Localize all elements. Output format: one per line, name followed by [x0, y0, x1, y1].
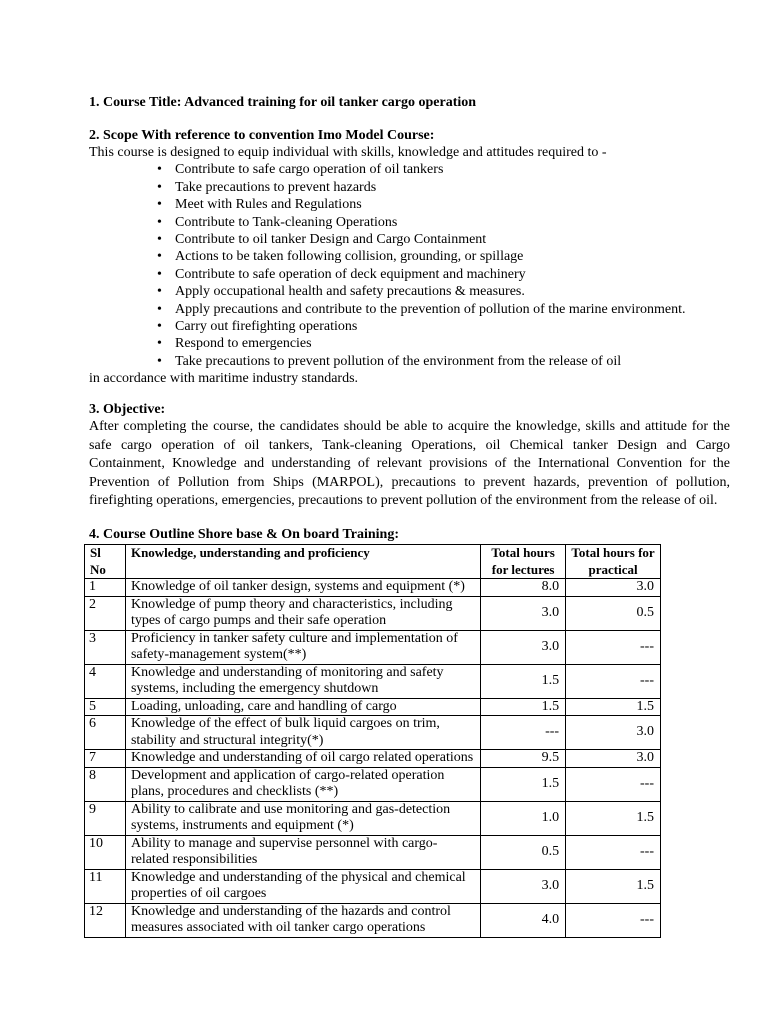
cell-practical: ---	[566, 630, 661, 664]
cell-lectures: 4.0	[481, 903, 566, 937]
cell-knowledge: Knowledge and understanding of oil cargo related operations	[125, 750, 480, 768]
list-item: • Actions to be taken following collision, grounding, or spillage	[157, 249, 524, 265]
table-row	[85, 630, 661, 664]
cell-lectures: 1.5	[481, 664, 566, 698]
cell-lectures: 9.5	[481, 750, 566, 768]
cell-knowledge: Knowledge of oil tanker design, systems and equipment (*)	[125, 579, 480, 597]
scope-section	[89, 127, 730, 388]
bullet-icon: •	[157, 179, 162, 195]
bullet-icon: •	[157, 353, 162, 369]
cell-sl: 7	[85, 750, 126, 768]
bullet-icon: •	[157, 232, 162, 248]
bullet-icon: •	[157, 319, 162, 335]
course-outline-table	[84, 544, 661, 938]
cell-sl: 9	[85, 801, 126, 835]
course-outline-heading: 4. Course Outline Shore base & On board Training:	[89, 527, 399, 542]
cell-sl: 8	[85, 767, 126, 801]
list-item: • Take precautions to prevent pollution of the environment from the release of oil	[157, 353, 622, 369]
bullet-icon: •	[157, 336, 162, 352]
bullet-icon: •	[157, 162, 162, 178]
cell-knowledge: Ability to calibrate and use monitoring and gas-detection systems, instruments and equipment (*)	[125, 801, 480, 835]
cell-practical: 3.0	[566, 716, 661, 750]
course-title-section	[89, 94, 730, 111]
cell-practical: ---	[566, 903, 661, 937]
cell-lectures: 3.0	[481, 596, 566, 630]
objective-heading: 3. Objective:	[89, 402, 166, 417]
cell-lectures: 3.0	[481, 869, 566, 903]
cell-knowledge: Loading, unloading, care and handling of cargo	[125, 698, 480, 716]
cell-sl: 3	[85, 630, 126, 664]
cell-lectures: 3.0	[481, 630, 566, 664]
header-lectures: Total hours for lectures	[481, 545, 566, 579]
table-row	[85, 869, 661, 903]
cell-lectures: 1.0	[481, 801, 566, 835]
bullet-icon: •	[157, 197, 162, 213]
cell-sl: 2	[85, 596, 126, 630]
scope-bullet-list	[89, 161, 730, 370]
cell-sl: 6	[85, 716, 126, 750]
cell-practical: 1.5	[566, 698, 661, 716]
cell-knowledge: Proficiency in tanker safety culture and implementation of safety-management system(**)	[125, 630, 480, 664]
list-item: • Take precautions to prevent hazards	[157, 179, 377, 195]
course-outline-section	[89, 526, 730, 543]
objective-section	[89, 401, 730, 511]
cell-knowledge: Knowledge of the effect of bulk liquid cargoes on trim, stability and structural integrity(*)	[125, 716, 480, 750]
cell-knowledge: Knowledge and understanding of the physical and chemical properties of oil cargoes	[125, 869, 480, 903]
header-knowledge: Knowledge, understanding and proficiency	[125, 545, 480, 579]
list-item: • Respond to emergencies	[157, 336, 312, 352]
table-row	[85, 750, 661, 768]
cell-practical: 1.5	[566, 869, 661, 903]
cell-practical: 3.0	[566, 750, 661, 768]
cell-knowledge: Ability to manage and supervise personnel with cargo-related responsibilities	[125, 835, 480, 869]
list-item: • Apply precautions and contribute to the prevention of pollution of the marine environment.	[157, 301, 686, 317]
cell-practical: 0.5	[566, 596, 661, 630]
table-row	[85, 767, 661, 801]
cell-sl: 4	[85, 664, 126, 698]
bullet-icon: •	[157, 249, 162, 265]
list-item: • Contribute to safe cargo operation of oil tankers	[157, 162, 444, 178]
bullet-icon: •	[157, 284, 162, 300]
bullet-icon: •	[157, 301, 162, 317]
list-item: • Meet with Rules and Regulations	[157, 197, 362, 213]
cell-practical: 3.0	[566, 579, 661, 597]
list-item: • Contribute to safe operation of deck equipment and machinery	[157, 266, 526, 282]
cell-lectures: 8.0	[481, 579, 566, 597]
cell-lectures: 0.5	[481, 835, 566, 869]
bullet-icon: •	[157, 214, 162, 230]
cell-sl: 11	[85, 869, 126, 903]
cell-knowledge: Knowledge and understanding of monitoring and safety systems, including the emergency shutdown	[125, 664, 480, 698]
table-row	[85, 596, 661, 630]
cell-sl: 1	[85, 579, 126, 597]
cell-knowledge: Development and application of cargo-related operation plans, procedures and checklists (**)	[125, 767, 480, 801]
cell-knowledge: Knowledge of pump theory and characteristics, including types of cargo pumps and their safe operation	[125, 596, 480, 630]
cell-lectures: ---	[481, 716, 566, 750]
table-row	[85, 698, 661, 716]
table-row	[85, 716, 661, 750]
cell-practical: ---	[566, 835, 661, 869]
cell-sl: 5	[85, 698, 126, 716]
cell-sl: 10	[85, 835, 126, 869]
cell-practical: ---	[566, 664, 661, 698]
cell-sl: 12	[85, 903, 126, 937]
table-header-row	[85, 545, 661, 579]
scope-intro: This course is designed to equip individual with skills, knowledge and attitudes required to -	[89, 145, 607, 160]
cell-practical: ---	[566, 767, 661, 801]
table-row	[85, 835, 661, 869]
list-item: • Apply occupational health and safety precautions & measures.	[157, 284, 525, 300]
list-item: • Carry out firefighting operations	[157, 319, 358, 335]
table-row	[85, 579, 661, 597]
cell-practical: 1.5	[566, 801, 661, 835]
scope-heading: 2. Scope With reference to convention Imo Model Course:	[89, 128, 435, 143]
scope-closing: in accordance with maritime industry standards.	[89, 371, 359, 387]
list-item: • Contribute to Tank-cleaning Operations	[157, 214, 398, 230]
bullet-icon: •	[157, 266, 162, 282]
list-item: • Contribute to oil tanker Design and Cargo Containment	[157, 232, 487, 248]
objective-paragraph: After completing the course, the candidates should be able to acquire the knowledge, skills and attitude for the safe cargo operation of oil tankers, Tank-cleaning Operations, oil Chemical tanker Design and Cargo Containment, Knowledge and understanding of relevant provisions of the International Convention for the Prevention of Pollution from Ships (MARPOL), precautions to prevent hazards, prevention of pollution, firefighting operations, emergencies, precautions to prevent pollution of the environment from the release of oil.	[89, 419, 730, 508]
cell-knowledge: Knowledge and understanding of the hazards and control measures associated with oil tanker cargo operations	[125, 903, 480, 937]
header-sl-no: Sl No	[85, 545, 126, 579]
course-title-heading: 1. Course Title: Advanced training for oil tanker cargo operation	[89, 95, 477, 110]
cell-lectures: 1.5	[481, 767, 566, 801]
table-row	[85, 801, 661, 835]
table-row	[85, 664, 661, 698]
header-practical: Total hours for practical	[566, 545, 661, 579]
cell-lectures: 1.5	[481, 698, 566, 716]
table-row	[85, 903, 661, 937]
